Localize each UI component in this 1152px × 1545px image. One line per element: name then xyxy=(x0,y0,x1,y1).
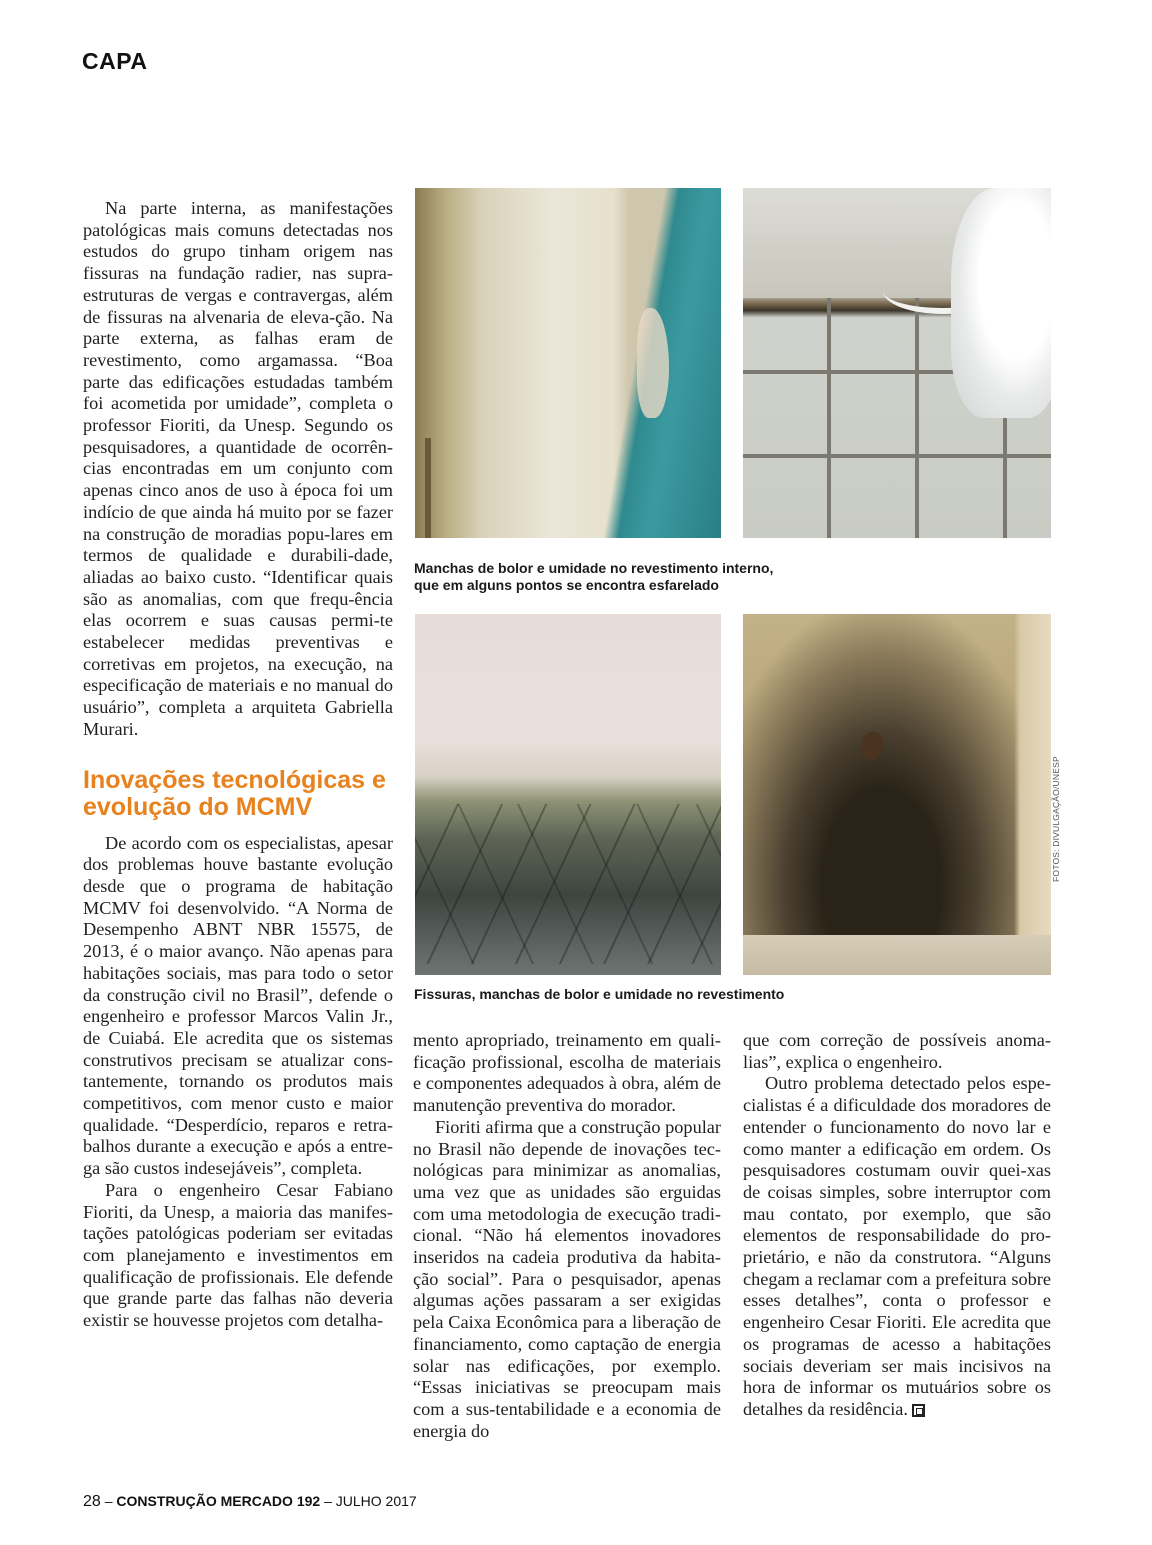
end-of-article-icon xyxy=(912,1404,925,1417)
paragraph: que com correção de possíveis anoma-lias”, explica o engenheiro. xyxy=(743,1030,1051,1072)
paragraph: De acordo com os especialistas, apesar dos problemas houve bastante evolução desde que o programa de habitação MCMV foi desenvolvido. “A Norma de Desempenho ABNT NBR 15575, de 2013, é o maior avanço. Não apenas para habitações sociais, mas para todo o setor da construção civil no Brasil”, defende o engenheiro e professor Marcos Valin Jr., de Cuiabá. Ele acredita que os sistemas construtivos precisam se atualizar cons-tantemente, tornando os produtos mais competitivos, com menor custo e maior qualidade. “Desperdício, reparos e retra-balhos durante a execução e após a entre-ga são custos indesejáveis”, completa. xyxy=(83,832,393,1179)
section-label: CAPA xyxy=(82,48,148,74)
paragraph: Na parte interna, as manifestações patológicas mais comuns detectadas nos estudos do grupo tinham origem nas fissuras na fundação radier, nas supra-estruturas de vergas e contravergas, além de fissuras na alvenaria de eleva-ção. Na parte externa, as falhas eram de revestimento, como argamassa. “Boa parte das edificações estudadas também foi acometida por umidade”, completa o professor Fioriti, da Unesp. Segundo os pesquisadores, a quantidade de ocorrên-cias encontradas em um conjunto com apenas cinco anos de uso à época foi um indício de que ainda há muito por se fazer na construção de moradias popu-lares em termos de qualidade e durabili-dade, aliadas ao baixo custo. “Identificar quais são as anomalias, com que frequ-ência elas ocorrem e suas causas permi-te estabelecer medidas preventivas e corretivas em projetos, na execução, na especificação de materiais e no manual do usuário”, completa a arquiteta Gabriella Murari. xyxy=(83,198,393,739)
photo-wall-mold-cracks xyxy=(415,614,721,975)
photo-caption-top: Manchas de bolor e umidade no revestimento interno, que em alguns pontos se encontra esfarelado xyxy=(414,560,774,593)
paragraph: mento apropriado, treinamento em quali-ficação profissional, escolha de materiais e componentes adequados à obra, além de manutenção preventiva do morador. xyxy=(413,1030,721,1116)
page-footer: 28 – CONSTRUÇÃO MERCADO 192 – JULHO 2017 xyxy=(83,1493,417,1510)
paragraph: Para o engenheiro Cesar Fabiano Fioriti, da Unesp, a maioria das manifes-tações patológicas poderiam ser evitadas com planejamento e investimentos em qualificação de profissionais. Ele defende que grande parte das falhas não deveria existir se houvesse projetos com detalha- xyxy=(83,1179,393,1331)
subheading: Inovações tecnológicas e evolução do MCMV xyxy=(83,765,386,821)
article-column-2 xyxy=(413,1030,721,1442)
paragraph: Fioriti afirma que a construção popular no Brasil não depende de inovações tec-nológicas para minimizar as anomalias, uma vez que as unidades são erguidas com uma metodologia de execução tradi-cional. “Não há elementos inovadores inseridos na cadeia produtiva da habita-ção social”. Para o pesquisador, apenas algumas ações passaram a ser exigidas pela Caixa Econômica para a liberação de financiamento, como captação de energia solar nas edificações, por exemplo. “Essas iniciativas se preocupam mais com a sus-tentabilidade e a economia de energia do xyxy=(413,1116,721,1441)
photo-caption-bottom: Fissuras, manchas de bolor e umidade no revestimento xyxy=(414,986,785,1002)
magazine-name: CONSTRUÇÃO MERCADO 192 xyxy=(116,1493,321,1509)
photo-bathroom-floor xyxy=(743,188,1051,538)
paragraph: Outro problema detectado pelos espe-cialistas é a dificuldade dos moradores de entender o funcionamento do novo lar e como manter a edificação em ordem. Os pesquisadores costumam ouvir quei-xas de coisas simples, sobre interruptor com mau contato, por exemplo, que são elementos de responsabilidade do pro-prietário, e não da construtora. “Alguns chegam a reclamar com a prefeitura sobre esses detalhes”, conta o professor e engenheiro Cesar Fioriti. Ele acredita que os programas de acesso a habitações sociais deveriam ser mais incisivos na hora de informar os mutuários sobre os detalhes da residência. xyxy=(743,1073,1051,1419)
photo-corner-mold xyxy=(743,614,1051,975)
article-column-1 xyxy=(83,198,393,1332)
photo-credit: FOTOS: DIVULGAÇÃO/UNESP xyxy=(1051,756,1061,882)
article-column-3 xyxy=(743,1030,1051,1421)
page-number: 28 xyxy=(83,1493,101,1510)
photo-wall-peeling xyxy=(415,188,721,538)
issue-date: JULHO 2017 xyxy=(335,1493,417,1509)
